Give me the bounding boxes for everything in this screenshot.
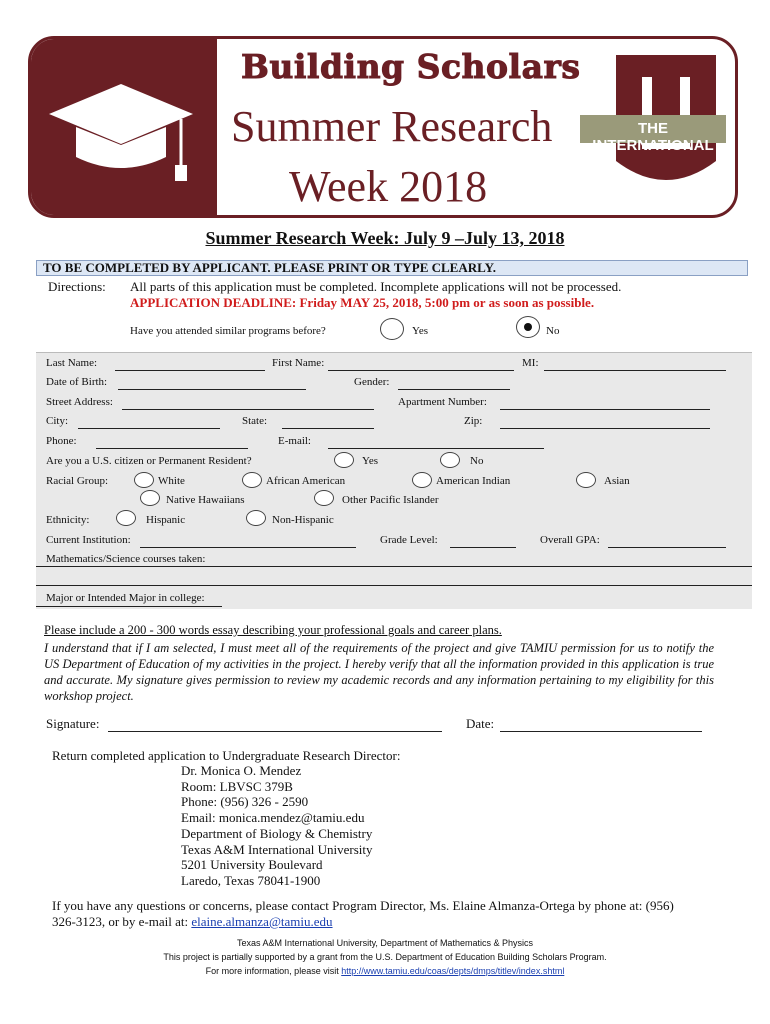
signature-label: Signature: — [46, 716, 100, 731]
banner-title-line3: Week 2018 — [289, 162, 488, 211]
contact-paragraph — [52, 898, 732, 930]
courses-field[interactable] — [36, 566, 752, 567]
african-american-label: African American — [266, 475, 346, 487]
banner-title-line1: Building Scholars — [241, 47, 581, 86]
other-pacific-radio[interactable] — [314, 490, 334, 506]
state-label: State: — [242, 415, 268, 427]
contact-email-link[interactable]: elaine.almanza@tamiu.edu — [191, 914, 333, 929]
return-line: Dr. Monica O. Mendez — [181, 763, 302, 778]
page-heading: Summer Research Week: July 9 –July 13, 2018 — [205, 228, 565, 248]
asian-radio[interactable] — [576, 472, 596, 488]
banner-left-panel — [31, 39, 217, 215]
date-field[interactable] — [500, 731, 702, 732]
apartment-field[interactable] — [500, 409, 710, 410]
last-name-field[interactable] — [115, 370, 265, 371]
return-line: Phone: (956) 326 - 2590 — [181, 794, 309, 810]
ethnicity-label: Ethnicity: — [46, 514, 90, 526]
essay-statement: I understand that if I am selected, I must meet all of the requirements of the project and give TAMIU permission for us to notify the US Department of Education of my activities in the project. I hereby verify that all the information provided in this application is true and accurate. My signature gives permission to review my academic records and any information pertaining to my eligibility for this workshop project. — [44, 641, 714, 703]
signature-field[interactable] — [108, 731, 442, 732]
instruction-bar: TO BE COMPLETED BY APPLICANT. PLEASE PRINT OR TYPE CLEARLY. — [36, 260, 748, 276]
non-hispanic-label: Non-Hispanic — [272, 514, 334, 526]
contact-line1: If you have any questions or concerns, please contact Program Director, Ms. Elaine Almanza-Ortega by phone at: (956) — [52, 898, 674, 913]
courses-field-line2[interactable] — [36, 585, 752, 586]
date-label: Date: — [466, 716, 495, 731]
racial-group-label: Racial Group: — [46, 475, 109, 487]
major-label: Major or Intended Major in college: — [46, 592, 205, 604]
tamiu-logo — [576, 49, 726, 199]
footer-prefix: For more information, please visit — [205, 966, 342, 976]
street-label: Street Address: — [46, 396, 113, 408]
deadline-text: APPLICATION DEADLINE: Friday MAY 25, 2018, 5:00 pm or as soon as possible. — [130, 295, 595, 310]
footer-url-link[interactable]: http://www.tamiu.edu/coas/depts/dmps/titlev/index.shtml — [341, 966, 565, 976]
institution-label: Current Institution: — [46, 534, 131, 546]
contact-line2 — [52, 914, 732, 930]
banner-title-line2: Summer Research — [231, 102, 553, 151]
directions-text: All parts of this application must be completed. Incomplete applications will not be processed. — [130, 279, 622, 294]
footer-line3 — [0, 966, 770, 976]
return-line: Room: LBVSC 379B — [181, 778, 293, 794]
email-field[interactable] — [328, 448, 544, 449]
grade-level-label: Grade Level: — [380, 534, 438, 546]
phone-field[interactable] — [96, 448, 248, 449]
essay-prompt: Please include a 200 - 300 words essay describing your professional goals and career plans. — [44, 623, 502, 637]
last-name-label: Last Name: — [46, 357, 98, 369]
return-line: Department of Biology & Chemistry — [181, 825, 373, 841]
header-banner — [28, 36, 738, 218]
grade-level-field[interactable] — [450, 547, 516, 548]
graduation-cap-icon — [31, 39, 217, 218]
native-hawaiians-label: Native Hawaiians — [166, 494, 245, 506]
american-indian-radio[interactable] — [412, 472, 432, 488]
contact-text: 326-3123, or by e-mail at: — [52, 914, 192, 929]
hispanic-label: Hispanic — [146, 514, 186, 526]
white-radio[interactable] — [134, 472, 154, 488]
state-field[interactable] — [282, 428, 374, 429]
mi-field[interactable] — [544, 370, 726, 371]
attended-question: Have you attended similar programs before? — [130, 325, 326, 337]
zip-label: Zip: — [464, 415, 483, 427]
return-line: Texas A&M International University — [181, 841, 373, 857]
dob-field[interactable] — [118, 389, 306, 390]
return-line: Email: monica.mendez@tamiu.edu — [181, 810, 365, 826]
african-american-radio[interactable] — [242, 472, 262, 488]
dob-label: Date of Birth: — [46, 376, 108, 388]
attended-yes-radio[interactable] — [380, 318, 404, 340]
white-label: White — [158, 475, 185, 487]
return-address — [181, 763, 373, 889]
citizen-no-label: No — [470, 455, 484, 467]
email-label: E-mail: — [278, 435, 311, 447]
city-label: City: — [46, 415, 69, 427]
citizen-question: Are you a U.S. citizen or Permanent Resident? — [46, 455, 252, 467]
non-hispanic-radio[interactable] — [246, 510, 266, 526]
first-name-label: First Name: — [272, 357, 325, 369]
selected-dot — [524, 323, 532, 331]
other-pacific-label: Other Pacific Islander — [342, 494, 439, 506]
native-hawaiians-radio[interactable] — [140, 490, 160, 506]
american-indian-label: American Indian — [436, 475, 511, 487]
return-line: Laredo, Texas 78041-1900 — [181, 872, 321, 888]
city-field[interactable] — [78, 428, 220, 429]
apartment-label: Apartment Number: — [398, 396, 487, 408]
gender-field[interactable] — [398, 389, 510, 390]
citizen-yes-radio[interactable] — [334, 452, 354, 468]
directions-label: Directions: — [48, 279, 106, 294]
attended-no-label: No — [546, 325, 560, 337]
return-intro: Return completed application to Undergraduate Research Director: — [52, 748, 401, 763]
attended-no-radio[interactable] — [516, 316, 540, 338]
courses-label: Mathematics/Science courses taken: — [46, 553, 206, 565]
mi-label: MI: — [522, 357, 539, 369]
major-field[interactable] — [36, 606, 222, 607]
citizen-yes-label: Yes — [362, 455, 379, 467]
phone-label: Phone: — [46, 435, 77, 447]
footer-line2: This project is partially supported by a grant from the U.S. Department of Education Building Scholars Program. — [163, 952, 607, 962]
gpa-field[interactable] — [608, 547, 726, 548]
institution-field[interactable] — [140, 547, 356, 548]
footer-line1: Texas A&M International University, Department of Mathematics & Physics — [237, 938, 533, 948]
asian-label: Asian — [604, 475, 630, 487]
logo-text: THE INTERNATIONAL — [592, 120, 714, 154]
hispanic-radio[interactable] — [116, 510, 136, 526]
street-field[interactable] — [122, 409, 374, 410]
attended-yes-label: Yes — [412, 325, 429, 337]
gender-label: Gender: — [354, 376, 390, 388]
citizen-no-radio[interactable] — [440, 452, 460, 468]
return-line: 5201 University Boulevard — [181, 857, 323, 873]
essay-section — [44, 623, 714, 704]
gpa-label: Overall GPA: — [540, 534, 600, 546]
first-name-field[interactable] — [328, 370, 514, 371]
zip-field[interactable] — [500, 428, 710, 429]
